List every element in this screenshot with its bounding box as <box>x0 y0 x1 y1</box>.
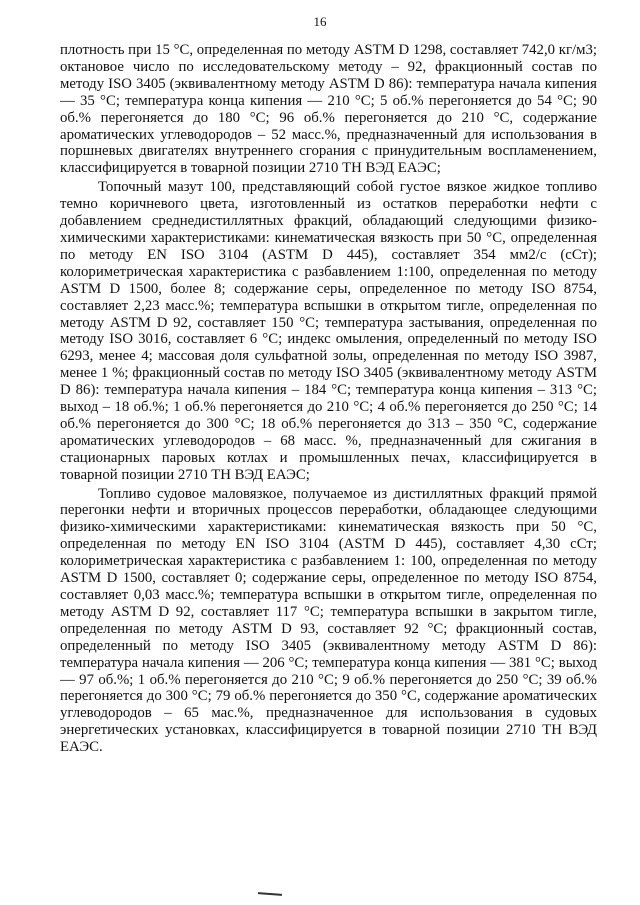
page-number: 16 <box>313 14 327 29</box>
paragraph-gasoline: плотность при 15 °С, определенная по методу ASTM D 1298, составляет 742,0 кг/м3; октановое число по исследовательскому методу – 92, фракционный состав по методу ISO 3405 (эквивалентному методу ASTM D 86): температура начала кипения — 35 °С; температура конца кипения — 210 °С; 5 об.% перегоняется до 54 °С; 90 об.% перегоняется до 180 °С; 96 об.% перегоняется до 210 °С, содержание ароматических углеводородов – 52 масс.%, предназначенный для использования в поршневых двигателях внутреннего сгорания с принудительным воспламенением, классифицируется в товарной позиции 2710 ТН ВЭД ЕАЭС; <box>60 42 597 177</box>
paragraph-marine-fuel: Топливо судовое маловязкое, получаемое из дистиллятных фракций прямой перегонки нефти и вторичных процессов переработки, обладающее следующими физико-химическими характеристиками: кинематическая вязкость при 50 °С, определенная по методу EN ISO 3104 (ASTM D 445), составляет 4,30 сСт; колориметрическая характеристика с разбавлением 1: 100, определенная по методу ASTM D 1500, составляет 0; содержание серы, определенное по методу ISO 8754, составляет 0,03 масс.%; температура вспышки в открытом тигле, определенная по методу ASTM D 92, составляет 117 °С; температура вспышки в закрытом тигле, определенная по методу ASTM D 93, составляет 92 °С; фракционный состав, определенный по методу ISO 3405 (эквивалентному методу ASTM D 86): температура начала кипения — 206 °С; температура конца кипения — 381 °С; выход — 97 об.%; 1 об.% перегоняется до 210 °С; 9 об.% перегоняется до 250 °С; 39 об.% перегоняется до 300 °С; 79 об.% перегоняется до 350 °С, содержание ароматических углеводородов – 65 мас.%, предназначенное для использования в судовых энергетических установках, классифицируется в товарной позиции 2710 ТН ВЭД ЕАЭС. <box>60 485 597 756</box>
scan-mark <box>258 892 282 896</box>
document-body <box>60 42 597 756</box>
paragraph-fuel-oil: Топочный мазут 100, представляющий собой густое вязкое жидкое топливо темно коричневого цвета, изготовленный из остатков переработки нефти с добавлением среднедистиллятных фракций, обладающий следующими физико-химическими характеристиками: кинематическая вязкость при 50 °С, определенная по методу EN ISO 3104 (ASTM D 445), составляет 354 мм2/с (сСт); колориметрическая характеристика с разбавлением 1:100, определенная по методу ASTM D 1500, более 8; содержание серы, определенное по методу ISO 8754, составляет 2,23 масс.%; температура вспышки в открытом тигле, определенная по методу ASTM D 92, составляет 150 °С; температура застывания, определенная по методу ISO 3016, составляет 6 °С; индекс омыления, определенный по методу ISO 6293, менее 4; массовая доля сульфатной золы, определенная по методу ISO 3987, менее 1 %; фракционный состав по методу ISO 3405 (эквивалентному методу ASTM D 86): температура начала кипения – 184 °С; температура конца кипения – 313 °С; выход – 18 об.%; 1 об.% перегоняется до 210 °С; 4 об.% перегоняется до 250 °С; 14 об.% перегоняется до 300 °С; 18 об.% перегоняется до 313 – 350 °С, содержание ароматических углеводородов – 68 масс. %, предназначенный для сжигания в стационарных паровых котлах и промышленных печах, классифицируется в товарной позиции 2710 ТН ВЭД ЕАЭС; <box>60 179 597 483</box>
